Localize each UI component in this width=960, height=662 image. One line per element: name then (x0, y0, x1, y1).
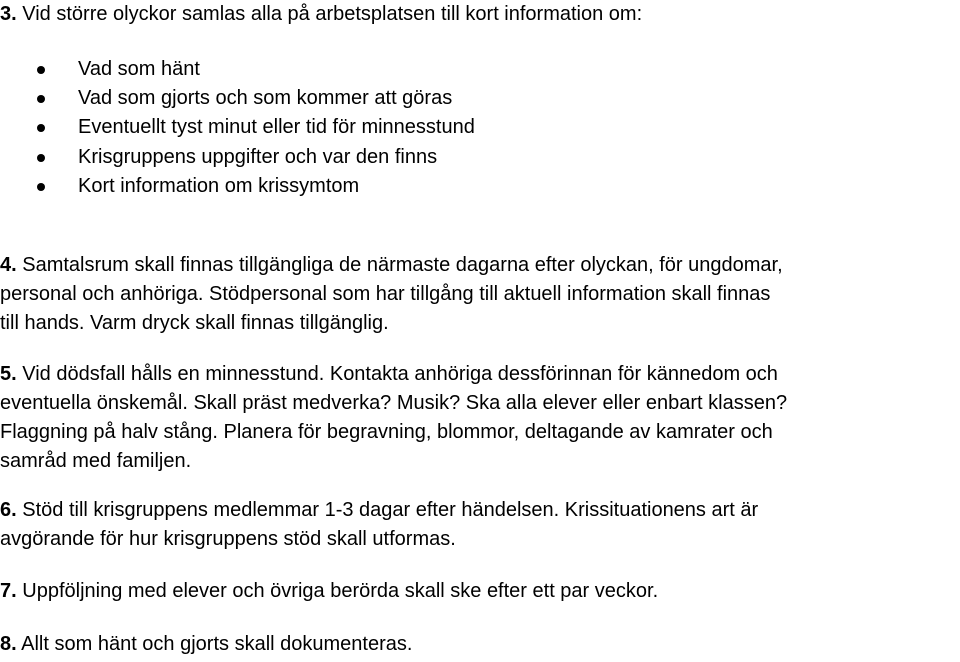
item-line: avgörande för hur krisgruppens stöd skall utformas. (0, 528, 456, 550)
item-number: 8. (0, 633, 17, 655)
item-text: Vid större olyckor samlas alla på arbetsplatsen till kort information om: (22, 3, 643, 25)
item-line: Stöd till krisgruppens medlemmar 1-3 dagar efter händelsen. Krissituationens art är (22, 499, 759, 521)
list-item-text: Vad som hänt (78, 58, 200, 80)
item-3 (0, 0, 958, 197)
item-4-paragraph (0, 251, 958, 338)
item-5-paragraph (0, 360, 958, 476)
list-item-text: Krisgruppens uppgifter och var den finns (78, 145, 438, 168)
bullet-icon (37, 95, 45, 103)
item-7-paragraph (0, 577, 958, 606)
item-text: Uppföljning med elever och övriga berörda skall ske efter ett par veckor. (22, 580, 659, 602)
list-item-text: Kort information om krissymtom (78, 174, 360, 197)
item-line: Flaggning på halv stång. Planera för begravning, blommor, deltagande av kamrater och (0, 421, 773, 443)
list-item (0, 84, 475, 113)
item-text: Allt som hänt och gjorts skall dokumenteras. (21, 633, 413, 655)
item-7 (0, 577, 958, 606)
list-item (0, 143, 475, 172)
item-line: till hands. Varm dryck skall finnas tillgänglig. (0, 312, 389, 334)
item-6-paragraph (0, 496, 958, 554)
item-6 (0, 496, 958, 554)
item-number: 6. (0, 499, 17, 521)
item-8 (0, 630, 958, 659)
item-8-paragraph (0, 630, 958, 659)
item-line: samråd med familjen. (0, 450, 192, 472)
bullet-icon (37, 66, 45, 74)
item-line: personal och anhöriga. Stödpersonal som har tillgång till aktuell information skall finnas (0, 283, 771, 305)
bullet-list (0, 55, 475, 201)
list-item-text: Eventuellt tyst minut eller tid för minnesstund (78, 116, 475, 139)
item-4 (0, 251, 958, 338)
list-item (0, 55, 475, 84)
item-line: eventuella önskemål. Skall präst medverka? Musik? Ska alla elever eller enbart klassen? (0, 392, 788, 414)
list-item-text: Vad som gjorts och som kommer att göras (78, 87, 453, 110)
bullet-icon (37, 154, 45, 162)
bullet-icon (37, 124, 45, 132)
item-number: 7. (0, 580, 17, 602)
list-item (0, 172, 475, 201)
item-number: 3. (0, 3, 17, 25)
item-3-paragraph (0, 0, 958, 29)
item-line: Vid dödsfall hålls en minnesstund. Kontakta anhöriga dessförinnan för kännedom och (22, 363, 778, 385)
item-number: 5. (0, 363, 17, 385)
list-item (0, 113, 475, 142)
bullet-icon (37, 183, 45, 191)
item-number: 4. (0, 254, 17, 276)
item-line: Samtalsrum skall finnas tillgängliga de närmaste dagarna efter olyckan, för ungdomar, (22, 254, 783, 276)
item-5 (0, 360, 958, 476)
